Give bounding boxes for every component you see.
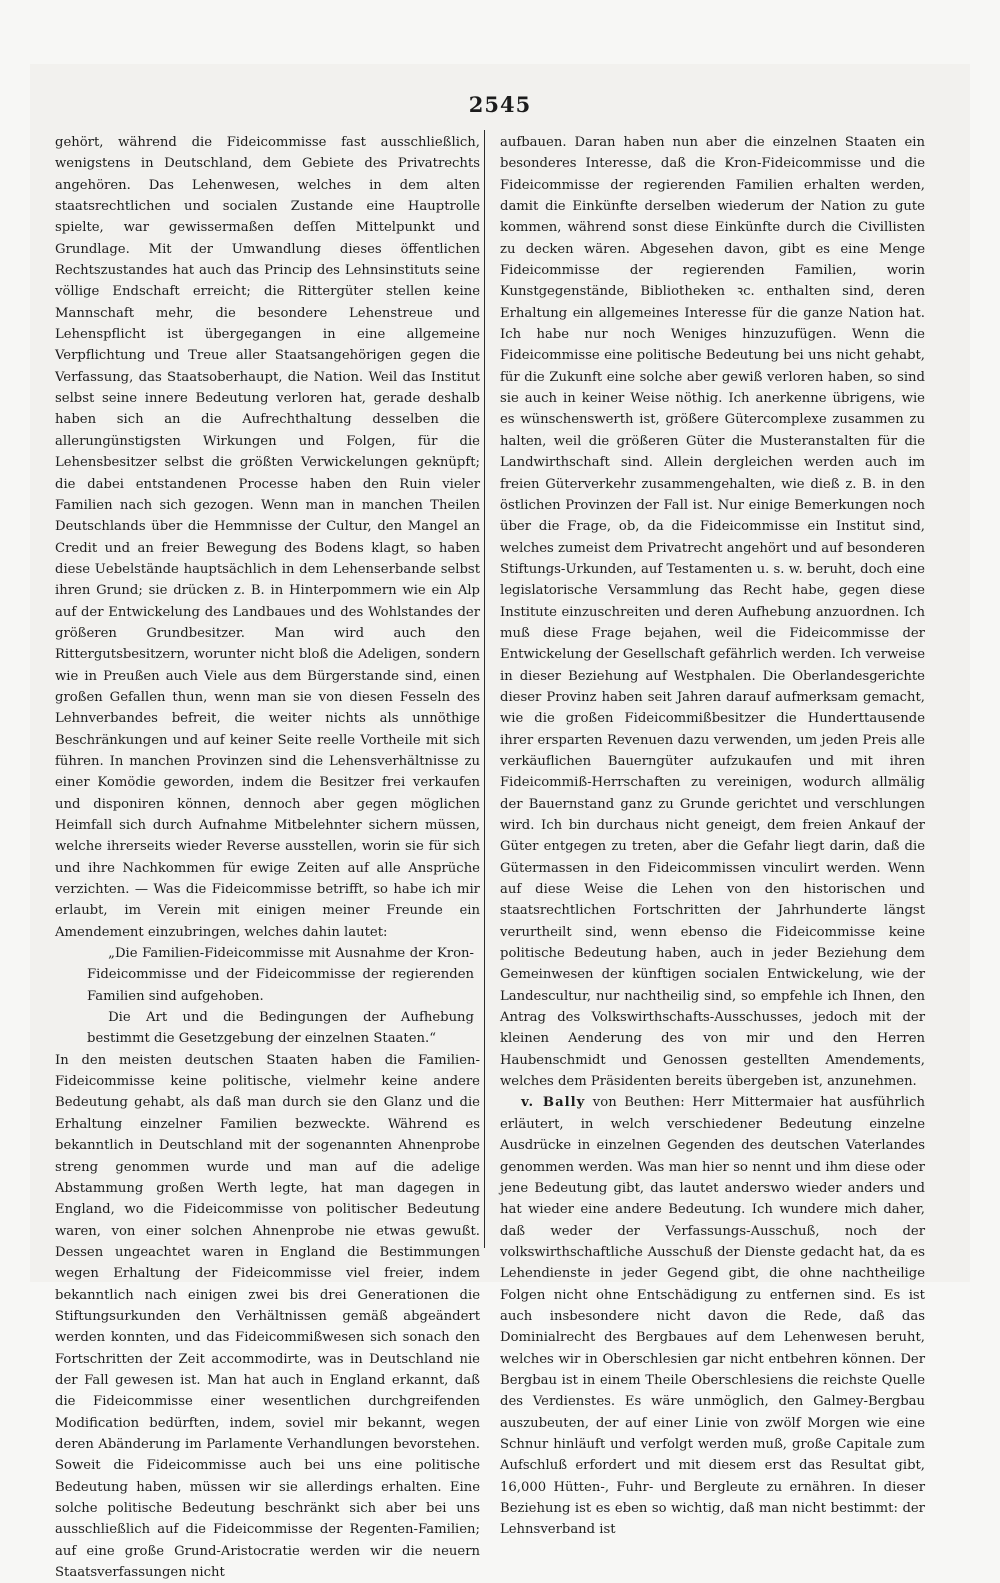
newspaper-page [30,64,970,1581]
speech-text: Herr Mittermaier hat ausführlich erläutert, in welch verschiedener Bedeutung einzelne Ausdrücke in einzelnen Gegenden des deutschen Vaterlandes genommen werden. Was man hier so nennt und ihm diese oder jene Bedeutung gibt, das lautet anderswo wieder anders und hat wieder eine andere Bedeutung. Ich wundere mich daher, daß weder der Verfassungs-Ausschuß, noch der volkswirthschaftliche Ausschuß der Dienste gedacht hat, da es Lehendienste in jeder Gegend gibt, die ohne nachtheilige Folgen nicht ohne Entschädigung zu entfernen sind. Es ist auch insbesondere nicht davon die Rede, daß das Dominialrecht des Bergbaues auf dem Lehenwesen beruht, welches wir in Oberschlesien gar nicht entbehren können. Der Bergbau ist in einem Theile Oberschlesiens die reichste Quelle des Verdienstes. Es wäre unmöglich, den Galmey-Bergbau auszubeuten, der auf einer Linie von zwölf Morgen wie eine Schnur hinläuft und verfolgt werden muß, große Capitale zum Aufschluß erfordert und mit diesem erst das Resultat gibt, 16,000 Hütten-, Fuhr- und Bergleute zu ernähren. In dieser Beziehung ist es eben so wichtig, daß man nicht bestimmt: der Lehnsverband ist [500,1095,926,1538]
right-column [500,132,925,1541]
amendment-quote-line-2: Die Art und die Bedingungen der Aufhebung bestimmt die Gesetzgebung der einzelnen Staaten.“ [87,1010,474,1047]
left-paragraph-2: In den meisten deutschen Staaten haben die Familien-Fideicommisse keine politische, vielmehr keine andere Bedeutung gehabt, als daß man durch sie den Glanz und die Erhaltung einzelner Familien bezweckte. Während es bekanntlich in Deutschland mit der sogenannten Ahnenprobe streng genommen wurde und man auf die adelige Abstammung großen Werth legte, hat man dagegen in England, wo die Fideicommisse von politischer Bedeutung waren, von einer solchen Ahnenprobe nie etwas gewußt. Dessen ungeachtet waren in England die Bestimmungen wegen Erhaltung der Fideicommisse viel freier, indem bekanntlich nach einigen zwei bis drei Generationen die Stiftungsurkunden den Verhältnissen gemäß abgeändert werden konnten, und das Fideicommißwesen sich sonach den Fortschritten der Zeit accommodirte, was in Deutschland nie der Fall gewesen ist. Man hat auch in England erkannt, daß die Fideicommisse einer wesentlichen durchgreifenden Modification bedürften, indem, soviel mir bekannt, wegen deren Abänderung im Parlamente Verhandlungen bevorstehen. Soweit die Fideicommisse auch bei uns eine politische Bedeutung haben, müssen wir sie allerdings erhalten. Eine solche politische Bedeutung beschränkt sich aber bei uns ausschließlich auf die Fideicommisse der Regenten-Familien; auf eine große Grund-Aristocratie werden wir die neuern Staatsverfassungen nicht [55,1052,480,1581]
right-paragraph-1: aufbauen. Daran haben nun aber die einzelnen Staaten ein besonderes Interesse, daß die Kron-Fideicommisse und die Fideicommisse der regierenden Familien erhalten werden, damit die Einkünfte derselben wiederum der Nation zu gute kommen, während sonst diese Einkünfte durch die Civillisten zu decken wären. Abgesehen davon, gibt es eine Menge Fideicommisse der regierenden Familien, worin Kunstgegenstände, Bibliotheken ꝛc. enthalten sind, deren Erhaltung ein allgemeines Interesse für die ganze Nation hat. Ich habe nur noch Weniges hinzuzufügen. Wenn die Fideicommisse eine politische Bedeutung bei uns nicht gehabt, für die Zukunft eine solche aber gewiß verloren haben, so sind sie auch in keiner Weise nöthig. Ich anerkenne übrigens, wie es wünschenswerth ist, größere Gütercomplexe zusammen zu halten, weil die größeren Güter die Musteranstalten für die Landwirthschaft sind. Allein dergleichen werden auch im freien Güterverkehr zusammengehalten, wie dieß z. B. in den östlichen Provinzen der Fall ist. Nur einige Bemerkungen noch über die Frage, ob, da die Fideicommisse ein Institut sind, welches zumeist dem Privatrecht angehört und auf besonderen Stiftungs-Urkunden, auf Testamenten u. s. w. beruht, doch eine legislatorische Versammlung das Recht habe, gegen diese Institute einzuschreiten und deren Aufhebung anzuordnen. Ich muß diese Frage bejahen, weil die Fideicommisse der Entwickelung der Gesellschaft gefährlich werden. Ich verweise in dieser Beziehung auf Westphalen. Die Oberlandesgerichte dieser Provinz haben seit Jahren darauf aufmerksam gemacht, wie die großen Fideicommißbesitzer die Hunderttausende ihrer ersparten Revenuen dazu verwenden, um jeden Preis alle verkäuflichen Bauerngüter aufzukaufen und mit ihren Fideicommiß-Herrschaften zu vereinigen, wodurch allmälig der Bauernstand ganz zu Grunde gerichtet und verschlungen wird. Ich bin durchaus nicht geneigt, dem freien Ankauf der Güter entgegen zu treten, aber die Gefahr liegt darin, daß die Gütermassen in den Fideicommissen vinculirt werden. Wenn auf diese Weise die Lehen von den historischen und staatsrechtlichen Fortschritten der Jahrhunderte längst verurtheilt sind, wenn ebenso die Fideicommisse keine politische Bedeutung haben, auch in jeder Beziehung dem Gemeinwesen der künftigen socialen Entwickelung, wie der Landescultur, nur nachtheilig sind, so empfehle ich Ihnen, den Antrag des Volkswirthschafts-Ausschusses, jedoch mit der kleinen Aenderung des von mir und den Herren Haubenschmidt und Genossen gestellten Amendements, welches dem Präsidenten bereits übergeben ist, anzunehmen. [500,135,925,1090]
amendment-quote [55,943,480,1050]
amendment-quote-line-1: „Die Familien-Fideicommisse mit Ausnahme der Kron-Fideicommisse und der Fideicommisse der regierenden Familien sind aufgehoben. [87,946,474,1004]
column-divider [484,130,485,1248]
speech-paragraph [500,1092,925,1540]
speaker-name: v. Bally [521,1095,586,1111]
left-paragraph-1: gehört, während die Fideicommisse fast ausschließlich, wenigstens in Deutschland, dem Gebiete des Privatrechts angehören. Das Lehenwesen, welches in dem alten staatsrechtlichen und socialen Zustande eine Hauptrolle spielte, war gewissermaßen deſſen Mittelpunkt und Grundlage. Mit der Umwandlung dieses öffentlichen Rechtszustandes hat auch das Princip des Lehnsinstituts seine völlige Endschaft erreicht; die Rittergüter stellen keine Mannschaft mehr, die besondere Lehenstreue und Lehenspflicht ist übergegangen in eine allgemeine Verpflichtung und Treue aller Staatsangehörigen gegen die Verfassung, das Staatsoberhaupt, die Nation. Weil das Institut selbst seine innere Bedeutung verloren hat, gerade deshalb haben sich an die Aufrechthaltung desselben die allerungünstigsten Wirkungen und Folgen, für die Lehensbesitzer selbst die größten Verwickelungen geknüpft; die dabei entstandenen Processe haben den Ruin vieler Familien nach sich gezogen. Wenn man in manchen Theilen Deutschlands über die Hemmnisse der Cultur, den Mangel an Credit und an freier Bewegung des Bodens klagt, so haben diese Uebelstände hauptsächlich in dem Lehenserbande selbst ihren Grund; sie drücken z. B. in Hinterpommern wie ein Alp auf der Entwickelung des Landbaues und des Wohlstandes der größeren Grundbesitzer. Man wird auch den Rittergutsbesitzern, worunter nicht bloß die Adeligen, sondern wie in Preußen auch Viele aus dem Bürgerstande sind, einen großen Gefallen thun, wenn man sie von diesen Fesseln des Lehnverbandes befreit, die weiter nichts als unnöthige Beschränkungen und auf keiner Seite reelle Vortheile mit sich führen. In manchen Provinzen sind die Lehensverhältnisse zu einer Komödie geworden, indem die Besitzer frei verkaufen und disponiren können, dennoch aber gegen möglichen Heimfall sich durch Aufnahme Mitbelehnter sichern müssen, welche ihrerseits wieder Reverse ausstellen, worin sie für sich und ihre Nachkommen für ewige Zeiten auf alle Ansprüche verzichten. — Was die Fideicommisse betrifft, so habe ich mir erlaubt, im Verein mit einigen meiner Freunde ein Amendement einzubringen, welches dahin lautet: [55,135,480,940]
page-number: 2545 [468,92,532,117]
left-column [55,132,480,1583]
speaker-origin: von Beuthen: [585,1095,693,1111]
